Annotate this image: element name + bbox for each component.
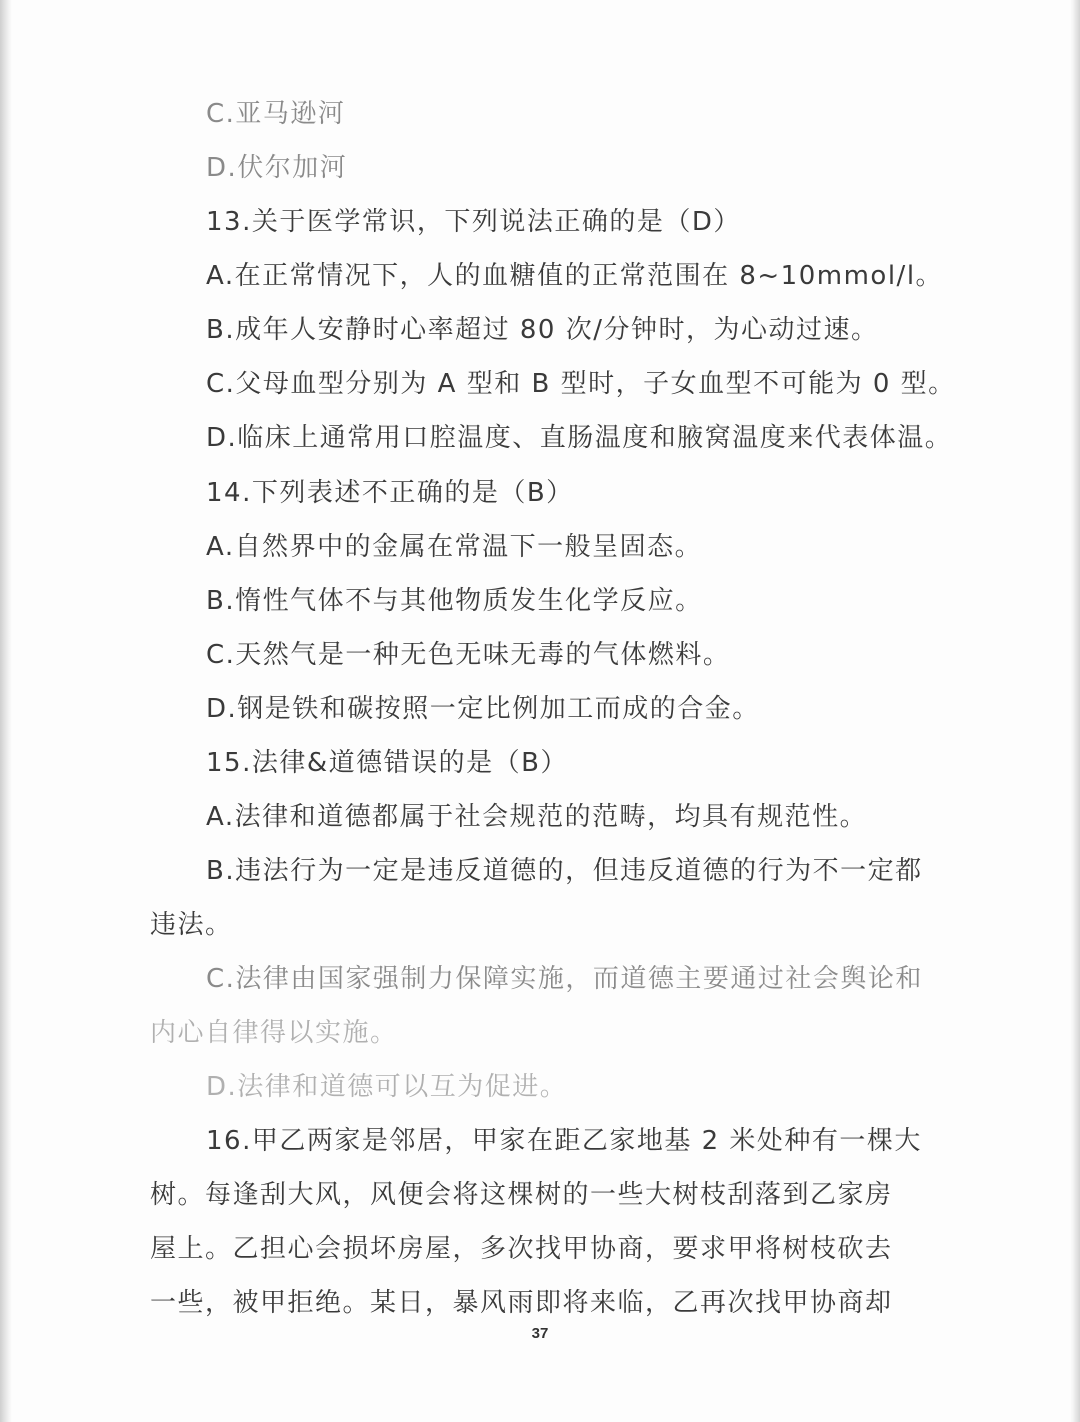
question-14: 14.下列表述不正确的是（B） [206, 478, 574, 508]
question-16-line-2: 树。每逢刮大风，风便会将这棵树的一些大树枝刮落到乙家房 [150, 1180, 893, 1210]
option-15-c-line-2: 内心自律得以实施。 [150, 1018, 398, 1048]
option-15-c-line-1: C.法律由国家强制力保障实施，而道德主要通过社会舆论和 [206, 964, 923, 994]
question-16-line-3: 屋上。乙担心会损坏房屋，多次找甲协商，要求甲将树枝砍去 [150, 1234, 893, 1264]
option-14-c: C.天然气是一种无色无味无毒的气体燃料。 [206, 640, 731, 670]
option-15-b-line-1: B.违法行为一定是违反道德的，但违反道德的行为不一定都 [206, 856, 923, 886]
option-12-c: C.亚马逊河 [206, 99, 346, 129]
option-13-c: C.父母血型分别为 A 型和 B 型时，子女血型不可能为 0 型。 [206, 369, 956, 399]
option-15-d: D.法律和道德可以互为促进。 [206, 1072, 568, 1102]
option-12-d: D.伏尔加河 [206, 153, 348, 183]
page-left-edge-shadow [0, 0, 12, 1422]
option-15-a: A.法律和道德都属于社会规范的范畴，均具有规范性。 [206, 802, 868, 832]
question-15: 15.法律&道德错误的是（B） [206, 748, 568, 778]
page-right-edge-shadow [1070, 0, 1080, 1422]
question-16-line-1: 16.甲乙两家是邻居，甲家在距乙家地基 2 米处种有一棵大 [206, 1126, 922, 1156]
option-14-a: A.自然界中的金属在常温下一般呈固态。 [206, 532, 703, 562]
question-13: 13.关于医学常识，下列说法正确的是（D） [206, 207, 741, 237]
option-13-d: D.临床上通常用口腔温度、直肠温度和腋窝温度来代表体温。 [206, 423, 953, 453]
option-13-b: B.成年人安静时心率超过 80 次/分钟时，为心动过速。 [206, 315, 879, 345]
option-13-a: A.在正常情况下，人的血糖值的正常范围在 8~10mmol/l。 [206, 261, 944, 291]
page-number: 37 [531, 1325, 549, 1342]
option-15-b-line-2: 违法。 [150, 910, 233, 940]
option-14-d: D.钢是铁和碳按照一定比例加工而成的合金。 [206, 694, 760, 724]
option-14-b: B.惰性气体不与其他物质发生化学反应。 [206, 586, 703, 616]
question-16-line-4: 一些，被甲拒绝。某日，暴风雨即将来临，乙再次找甲协商却 [150, 1288, 893, 1318]
